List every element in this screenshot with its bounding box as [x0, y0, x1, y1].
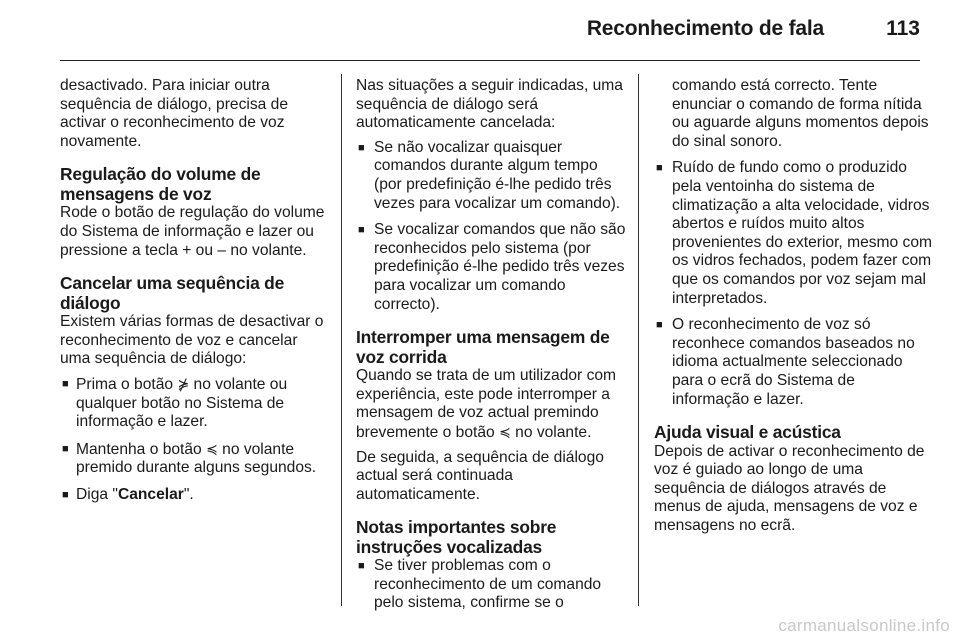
bullet-icon: ■: [656, 319, 663, 332]
section-heading-interrupt: Interromper uma mensagem de voz corrida: [356, 327, 610, 367]
list-item: ■ Se não vocalizar quaisquer comandos durante algum tempo (por predefinição é-lhe pedido três vezes para vocalizar um comando).: [358, 138, 621, 212]
bullet-list: [60, 375, 328, 505]
page-header: [60, 0, 920, 61]
list-item-continuation: comando está correcto. Tente enunciar o comando de forma nítida ou aguarde alguns momentos depois do sinal sonoro.: [672, 77, 929, 150]
column-divider-1: [341, 74, 342, 606]
list-item: ■ Diga "Cancelar".: [62, 485, 194, 503]
paragraph: Nas situações a seguir indicadas, uma sequência de diálogo será automaticamente cancelada:: [356, 77, 623, 132]
chapter-title: Reconhecimento de fala: [586, 17, 824, 40]
watermark: carmanualsonline.info: [778, 616, 950, 635]
section-heading-help: Ajuda visual e acústica: [654, 422, 841, 443]
bullet-icon: ■: [358, 141, 365, 154]
paragraph: desactivado. Para iniciar outra sequência de diálogo, precisa de activar o reconhecimento de voz novamente.: [60, 77, 289, 150]
paragraph: Existem várias formas de desactivar o reconhecimento de voz e cancelar uma sequência de diálogo:: [60, 313, 324, 368]
bullet-icon: ■: [358, 224, 365, 237]
bullet-list: [356, 139, 628, 314]
paragraph: Quando se trata de um utilizador com experiência, este pode interromper a mensagem de voz actual premindo brevemente o botão ≼ no volante.: [356, 367, 617, 441]
paragraph: Depois de activar o reconhecimento de voz é guiado ao longo de uma sequência de diálogos através de menus de ajuda, mensagens de voz e mensagens no ecrã.: [654, 442, 925, 534]
page-number: 113: [886, 17, 920, 40]
bullet-icon: ■: [656, 162, 663, 175]
voice-end-icon: ⋡: [177, 375, 190, 392]
list-item: ■ O reconhecimento de voz só reconhece comandos baseados no idioma actualmente seleccionado para o ecrã do Sistema de informação e lazer.: [656, 316, 915, 408]
section-heading-cancel: Cancelar uma sequência de diálogo: [60, 273, 285, 313]
bullet-icon: ■: [62, 442, 69, 455]
list-item: ■ Se tiver problemas com o reconhecimento de um comando pelo sistema, confirme se o: [358, 557, 602, 612]
list-item: ■ Se vocalizar comandos que não são reconhecidos pelo sistema (por predefinição é-lhe pedido três vezes para vocalizar um comando correcto).: [358, 221, 626, 313]
bullet-list: [356, 557, 628, 613]
list-item: ■ Prima o botão ⋡ no volante ou qualquer botão no Sistema de informação e lazer.: [62, 375, 288, 431]
bullet-icon: ■: [62, 488, 69, 501]
column-2: [356, 77, 628, 621]
bullet-icon: ■: [62, 377, 69, 390]
column-1: [60, 77, 328, 513]
column-divider-2: [638, 74, 639, 606]
bullet-icon: ■: [358, 560, 365, 573]
paragraph: Rode o botão de regulação do volume do Sistema de informação e lazer ou pressione a tecla + ou – no volante.: [60, 204, 325, 259]
paragraph: De seguida, a sequência de diálogo actual será continuada automaticamente.: [356, 448, 604, 503]
section-heading-notes: Notas importantes sobre instruções vocalizadas: [356, 517, 557, 557]
list-item: ■ Ruído de fundo como o produzido pela ventoinha do sistema de climatização a alta velocidade, vidros abertos e ruídos muito altos provenientes do exterior, mesmo com os vidros fechados, podem fazer com que os comandos por voz sejam mal interpretados.: [656, 159, 933, 307]
bullet-list: [654, 159, 934, 409]
command-word: Cancelar: [117, 485, 184, 503]
voice-button-icon: ≼: [499, 423, 511, 440]
section-heading-volume: Regulação do volume de mensagens de voz: [60, 164, 261, 204]
voice-button-icon: ≼: [206, 440, 218, 457]
list-item: ■ Mantenha o botão ≼ no volante premido durante alguns segundos.: [62, 440, 317, 477]
column-3: [654, 77, 934, 542]
